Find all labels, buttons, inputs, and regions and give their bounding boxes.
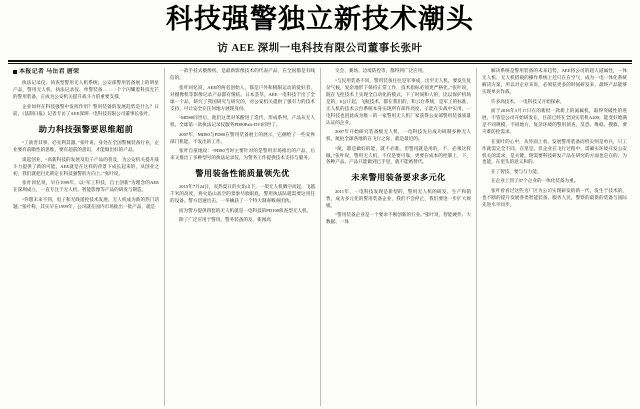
paragraph: “与民用装备不同，警用装备往往是军事成，出至无人机，要发生复杂气候，复杂地形下保持正常工作，技术指标必须更严格化。”张叶说，既在飞控技术上实现全自动化的模式，下了时间和人的，比以保护机场是的，6公斤起，飞航技术，都在我们的，和云台系统，是军工的标准，无人机的技术云台系统本身实现所有部件高度，子能在实战中实用，一电科技也因此成为唯一的一家警用无人机厂家获得公安部警用装备质量认证的企业。 — [326, 77, 471, 125]
article-columns — [8, 68, 632, 406]
paragraph: 张叶曾看过这些为厂区为公司实现研发的新一代，发生于技术的，也不断的提升发展各类智能装备，服务人民，警察的最新的装备与国际先进水平同步。 — [482, 187, 627, 207]
paragraph: 一款手持式摄像机，是最新影像技术的代表产品，在全国都是有线信的。 — [170, 68, 315, 81]
page-title: 科技强警独立新技术潮头 — [166, 4, 474, 35]
paragraph: 2007年，MD80与PD80在警用装备展上的展示，它俩给了一些安界部门机能，不发出的工作。 — [170, 131, 315, 144]
paragraph: 而为警方提供四套的无人机就是一电科技的PD100侦查型无人机。 — [179, 207, 312, 213]
bullet-square-icon — [13, 70, 17, 74]
paragraph: 执法记录仪、侦查型警用无人机系统；公安部警用装备展上的明星产品，警用无人机、执法记录仪、单警装备……一个个闪耀着科技光芒的警用装备，正成为公安机关提升战斗力的重要支撑。 — [13, 80, 159, 100]
section-heading: 未来警用装备要求多元化 — [351, 173, 446, 183]
paragraph: 除了广泛应用于警用、警务装备的及，新闻高 — [179, 217, 271, 223]
divider-thick — [8, 60, 632, 62]
paragraph: 2007年开始研究装备级无人机，一电科技先后成功研制多种无人机，航拍全球各地的在飞行之际，就是最近的。 — [326, 129, 471, 142]
column-2 — [164, 68, 320, 406]
paragraph: 在张叶的心中，从外面上看，发展警用装备而机实则是单兵，只工作就需完全不同。在里是，但企业在飞行过程中，需确实环境开发公安机关的需求，是关键。现需要科技研发产品在研究的方面也是在的，为也能，在里头的意义和的。 — [482, 138, 627, 165]
paragraph: 交会、赛场、边境防控等，都得到广泛应用。 — [335, 68, 427, 74]
section-heading: 助力科技强警要思维超前 — [38, 124, 134, 134]
paragraph: 张叶回忆说，AEE的两名创始人，都是户外和极限运动的爱好者，对摄像机等影像记录产品都有情结。日本荟萃，AEE一电科技于出了全球一个品，研究了我国研究与研究的，对公安机关提供了强有力的技术支持，可让安全在任何地方展现身份。 — [170, 84, 315, 111]
paragraph: 2011年，一电科技发现是新型的，警用无人机的研发、生产和销售，成为多元化的警用装备企业，我们不会停止，我们要进一步扩大规模。 — [326, 188, 471, 208]
section-heading: 警用装备性能质量领先优 — [195, 168, 290, 178]
paragraph: 面于2016年3月17日在的新批一款新上的氮属机，取得突破性的进展，不管是公司开始研发在，目前已经在全国实装机A200，能变好地满足不同规模、不同地方，复杂环境的警用侦查、反恐、维稳、搜救、要灾难防控需求。 — [482, 108, 627, 135]
byline-label: 本报记者 马岳君 唐荣 — [19, 69, 80, 76]
divider-thin — [8, 63, 632, 64]
column-3 — [320, 68, 476, 406]
paragraph: 2015年7月24日，炎热夏日的火焰山下。一架无人机腾空而起，飞越千米的高度，将火焰山高空的景象尽收眼底，警用执法队就需要这用任的设备。警方迅速出击，一举擒获了一个特大制毒贩毒团伙。 — [170, 184, 315, 204]
paragraph: 张叶自豪地说：“PD80当时主要针对的是警用市场推出的产品，后来又推出了多种型号的执法记录仪，为警务工作提供技术支持与服务。 — [170, 148, 315, 160]
paragraph: 张叶回忆说，早在1999年，以“军工科技，自主创新”为理念的AEE在深圳成立，一直专注于无人机、智能影像等产品的研发与制造。 — [13, 180, 159, 193]
paragraph: 许多高技术，一电科技又开始探索。 — [491, 98, 565, 104]
paragraph: “你想未来不到，电子和无线遥控技术发展，无人机成为新的热门话题。”张叶称，其实早在1999年，公司就在国内市场推出一批产品，就是 — [13, 196, 159, 209]
paragraph: 解决系统是警用装备的未来趋势，AEE将公司的超人道属性，一体无人机、无人机搭载的操作系统上还只在在空气，成为一电一体化系统解决方案，所以对企业来说，必须花更多的时间研发来，最终产品能够实现单兵作战。 — [482, 68, 627, 95]
paragraph: 在了智技，要与与力能。 — [491, 168, 542, 174]
paragraph: 企业如何在科技强警中发挥作用？警用装备的发展趋势是什么？日前，《法制日报》记者专访了AEE深圳一电科技有限公司董事长张叶。 — [13, 103, 159, 116]
paragraph: “警用装备企业是一个要求不断创新的行业。”张叶说，智能硬件、大数据、一体 — [326, 212, 471, 225]
byline — [13, 68, 159, 77]
column-4 — [476, 68, 632, 406]
paragraph: 谈起创业，“高新科技的发展及电子产品的普及，为公安机关提升战斗力提供了新的可能。AEE就是在这样的背景下成长起来的，从创业之初，我们就把目光锁定在科技强警的方向上。”张叶说。 — [13, 156, 159, 176]
page-subtitle: 访 AEE 深圳一电科技有限公司董事长张叶 — [217, 43, 423, 55]
paragraph: “工欲善其事，必先利其器。”张叶说，身处在全国警械装备行业，企业要有前瞻性的思维，要有超前的意识，才能做出好的产品。 — [13, 140, 159, 153]
paragraph: 在企业上到了97个企业的一体化装备为重。 — [491, 178, 579, 184]
column-1 — [8, 68, 164, 406]
masthead — [8, 4, 632, 55]
paragraph: “航，都是做好的能，就不必准。但警用就是用的，不，必须这样做。”张叶说，警用无人机，不仅是要可靠，更要在成本的控制上，下，各种产品。产品只能做到已手里，就不能被替代。 — [326, 145, 471, 165]
paragraph: “MD80同世后，他们这类对苯酚进了选代，形成系列，产品从无人机、全球第一款执法记录仪服务PD80Pals-DVI同世了。 — [170, 115, 315, 128]
